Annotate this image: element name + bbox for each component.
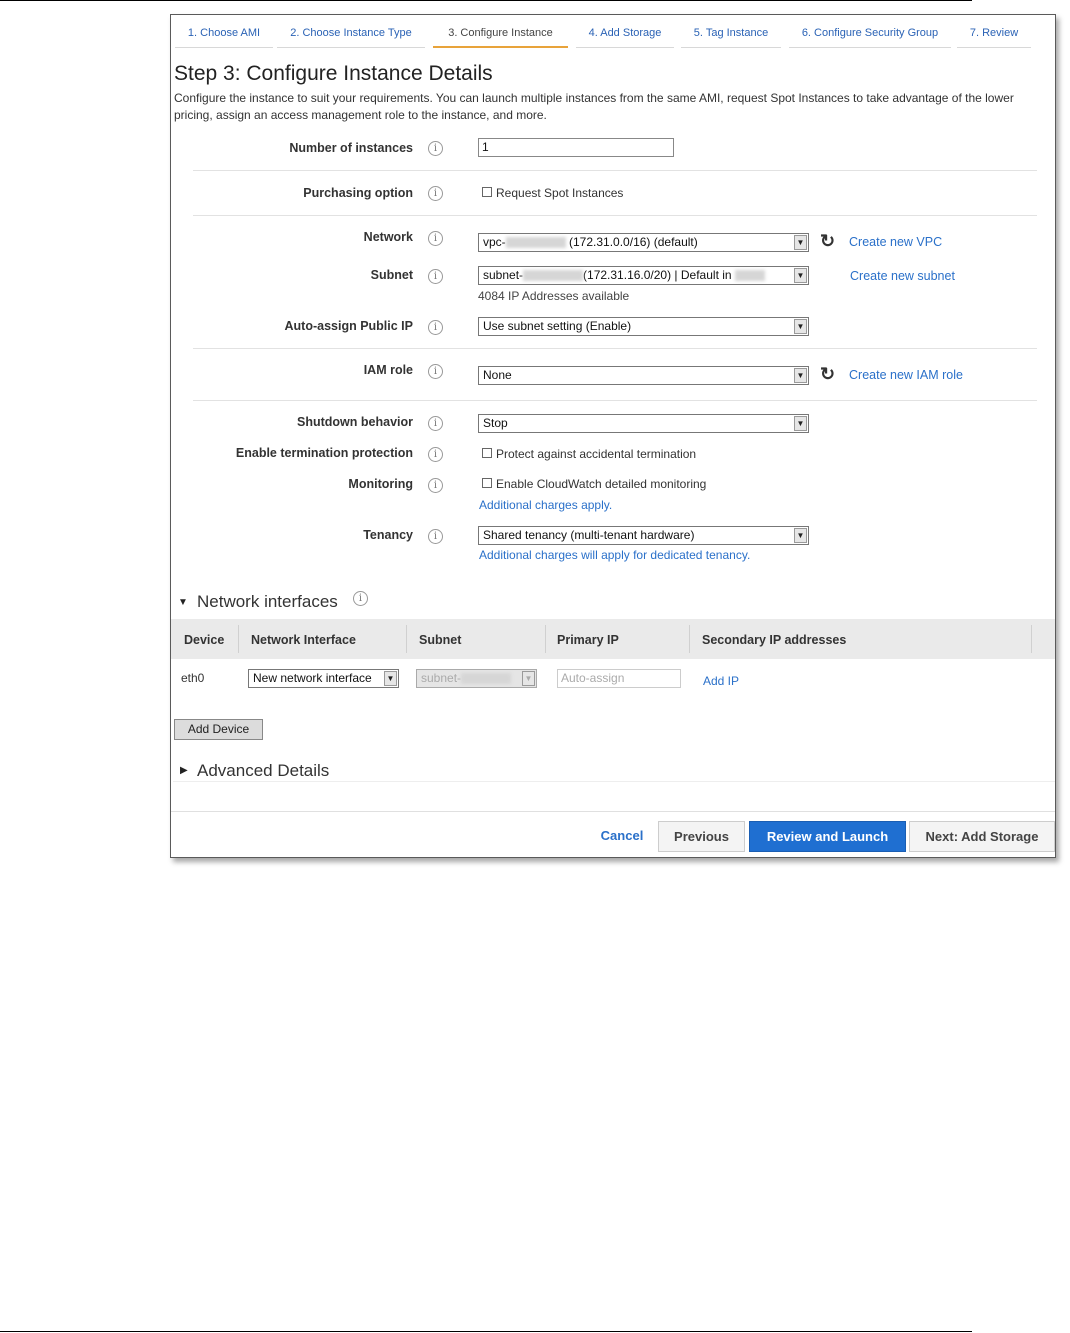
divider bbox=[193, 348, 1037, 349]
interface-subnet-value: subnet- bbox=[421, 671, 462, 685]
tenancy-label: Tenancy bbox=[363, 528, 413, 542]
primary-ip-input[interactable]: Auto-assign bbox=[557, 669, 681, 688]
monitoring-label: Monitoring bbox=[348, 477, 413, 491]
dropdown-arrow-icon: ▼ bbox=[794, 416, 807, 431]
screenshot-frame bbox=[170, 14, 1056, 858]
subnet-prefix: subnet- bbox=[483, 268, 524, 282]
page-description: Configure the instance to suit your requirements. You can launch multiple instances from the same AMI, request Spot Instances to take advantage of the lower pricing, assign an access management role to the instance, and more. bbox=[174, 91, 1014, 122]
network-select[interactable] bbox=[478, 233, 809, 252]
network-interface-value: New network interface bbox=[253, 671, 372, 685]
info-icon[interactable]: i bbox=[428, 447, 443, 462]
network-value: (172.31.0.0/16) (default) bbox=[569, 235, 698, 249]
network-label: Network bbox=[363, 230, 413, 244]
shutdown-behavior-label: Shutdown behavior bbox=[297, 415, 413, 429]
info-icon[interactable]: i bbox=[428, 186, 443, 201]
tab-configure-security-group[interactable]: 6. Configure Security Group bbox=[789, 21, 951, 48]
monitoring-row bbox=[482, 477, 706, 491]
request-spot-label: Request Spot Instances bbox=[496, 186, 624, 200]
tab-add-storage[interactable]: 4. Add Storage bbox=[576, 21, 674, 48]
page-bottom-rule bbox=[0, 1331, 972, 1332]
redacted-zone bbox=[735, 270, 765, 281]
col-device: Device bbox=[184, 633, 225, 647]
review-and-launch-button[interactable]: Review and Launch bbox=[749, 821, 906, 852]
iam-role-label: IAM role bbox=[363, 363, 413, 377]
info-icon[interactable]: i bbox=[428, 416, 443, 431]
refresh-iam-icon[interactable]: ↻ bbox=[820, 364, 836, 384]
refresh-network-icon[interactable]: ↻ bbox=[820, 231, 836, 251]
subnet-select[interactable] bbox=[478, 266, 809, 285]
column-divider bbox=[689, 625, 690, 653]
info-icon[interactable]: i bbox=[428, 529, 443, 544]
tab-review[interactable]: 7. Review bbox=[957, 21, 1031, 48]
add-ip-link[interactable]: Add IP bbox=[703, 674, 740, 688]
divider bbox=[173, 781, 1056, 782]
cancel-button[interactable]: Cancel bbox=[600, 828, 644, 843]
info-icon[interactable]: i bbox=[428, 231, 443, 246]
column-divider bbox=[1031, 625, 1032, 653]
dropdown-arrow-icon: ▼ bbox=[794, 235, 807, 250]
dropdown-arrow-icon: ▼ bbox=[794, 268, 807, 283]
create-new-iam-role-link[interactable]: Create new IAM role bbox=[849, 368, 963, 382]
tab-choose-ami[interactable]: 1. Choose AMI bbox=[175, 21, 273, 48]
tenancy-select[interactable] bbox=[478, 526, 809, 545]
dropdown-arrow-icon: ▼ bbox=[384, 671, 397, 686]
divider bbox=[193, 215, 1037, 216]
iam-role-select[interactable] bbox=[478, 366, 809, 385]
divider bbox=[193, 400, 1037, 401]
column-divider bbox=[545, 625, 546, 653]
advanced-details-title[interactable]: Advanced Details bbox=[197, 761, 330, 780]
caret-down-icon[interactable]: ▼ bbox=[178, 597, 188, 608]
termination-protection-label: Enable termination protection bbox=[235, 446, 413, 460]
previous-button[interactable]: Previous bbox=[658, 821, 745, 852]
request-spot-row bbox=[482, 186, 623, 200]
info-icon[interactable]: i bbox=[428, 269, 443, 284]
info-icon[interactable]: i bbox=[428, 478, 443, 493]
col-primary-ip: Primary IP bbox=[557, 633, 619, 647]
col-secondary-ip: Secondary IP addresses bbox=[702, 633, 847, 647]
tenancy-charges-link[interactable]: Additional charges will apply for dedicated tenancy. bbox=[479, 548, 751, 562]
divider bbox=[193, 170, 1037, 171]
create-new-subnet-link[interactable]: Create new subnet bbox=[850, 269, 955, 283]
column-divider bbox=[406, 625, 407, 653]
shutdown-value: Stop bbox=[483, 416, 508, 430]
subnet-value: (172.31.16.0/20) | Default in bbox=[583, 268, 732, 282]
request-spot-checkbox[interactable] bbox=[482, 187, 492, 197]
col-subnet: Subnet bbox=[419, 633, 462, 647]
device-cell: eth0 bbox=[181, 671, 205, 685]
auto-assign-select[interactable] bbox=[478, 317, 809, 336]
tenancy-value: Shared tenancy (multi-tenant hardware) bbox=[483, 528, 695, 542]
number-of-instances-label: Number of instances bbox=[289, 141, 413, 155]
page-title: Step 3: Configure Instance Details bbox=[174, 62, 493, 85]
number-of-instances-input[interactable]: 1 bbox=[478, 138, 674, 157]
info-icon[interactable]: i bbox=[428, 141, 443, 156]
info-icon[interactable]: i bbox=[428, 320, 443, 335]
interface-subnet-select[interactable] bbox=[416, 669, 537, 688]
col-network-interface: Network Interface bbox=[251, 633, 356, 647]
redacted-id bbox=[523, 270, 583, 281]
network-interfaces-title[interactable]: Network interfaces bbox=[197, 592, 338, 611]
dropdown-arrow-icon: ▼ bbox=[794, 528, 807, 543]
network-interface-select[interactable] bbox=[248, 669, 399, 688]
ip-available-note: 4084 IP Addresses available bbox=[478, 289, 630, 303]
subnet-label: Subnet bbox=[370, 268, 413, 282]
dropdown-arrow-icon: ▼ bbox=[794, 319, 807, 334]
create-new-vpc-link[interactable]: Create new VPC bbox=[849, 235, 943, 249]
wizard-tabs bbox=[171, 21, 1056, 49]
termination-protection-text: Protect against accidental termination bbox=[496, 447, 697, 461]
cloudwatch-monitoring-checkbox[interactable] bbox=[482, 478, 492, 488]
next-add-storage-button[interactable]: Next: Add Storage bbox=[909, 821, 1055, 852]
auto-assign-label: Auto-assign Public IP bbox=[284, 319, 413, 333]
tab-choose-instance-type[interactable]: 2. Choose Instance Type bbox=[277, 21, 425, 48]
tab-tag-instance[interactable]: 5. Tag Instance bbox=[681, 21, 781, 48]
termination-protection-checkbox[interactable] bbox=[482, 448, 492, 458]
caret-right-icon[interactable]: ▶ bbox=[180, 765, 188, 776]
add-device-button[interactable]: Add Device bbox=[174, 719, 263, 740]
cloudwatch-monitoring-text: Enable CloudWatch detailed monitoring bbox=[496, 477, 707, 491]
redacted-id bbox=[506, 237, 566, 248]
footer-divider bbox=[171, 811, 1056, 812]
purchasing-option-label: Purchasing option bbox=[303, 186, 413, 200]
termination-protection-row bbox=[482, 447, 696, 461]
monitoring-charges-link[interactable]: Additional charges apply. bbox=[479, 498, 613, 512]
page-top-rule bbox=[0, 0, 972, 1]
shutdown-behavior-select[interactable] bbox=[478, 414, 809, 433]
info-icon[interactable]: i bbox=[353, 591, 368, 606]
tab-configure-instance[interactable]: 3. Configure Instance bbox=[433, 21, 568, 48]
info-icon[interactable]: i bbox=[428, 364, 443, 379]
iam-role-value: None bbox=[483, 368, 512, 382]
dropdown-arrow-icon: ▼ bbox=[794, 368, 807, 383]
auto-assign-value: Use subnet setting (Enable) bbox=[483, 319, 632, 333]
network-prefix: vpc- bbox=[483, 235, 506, 249]
network-interfaces-table-header bbox=[171, 619, 1056, 659]
dropdown-arrow-icon: ▼ bbox=[522, 671, 535, 686]
column-divider bbox=[238, 625, 239, 653]
redacted-id bbox=[461, 673, 511, 684]
